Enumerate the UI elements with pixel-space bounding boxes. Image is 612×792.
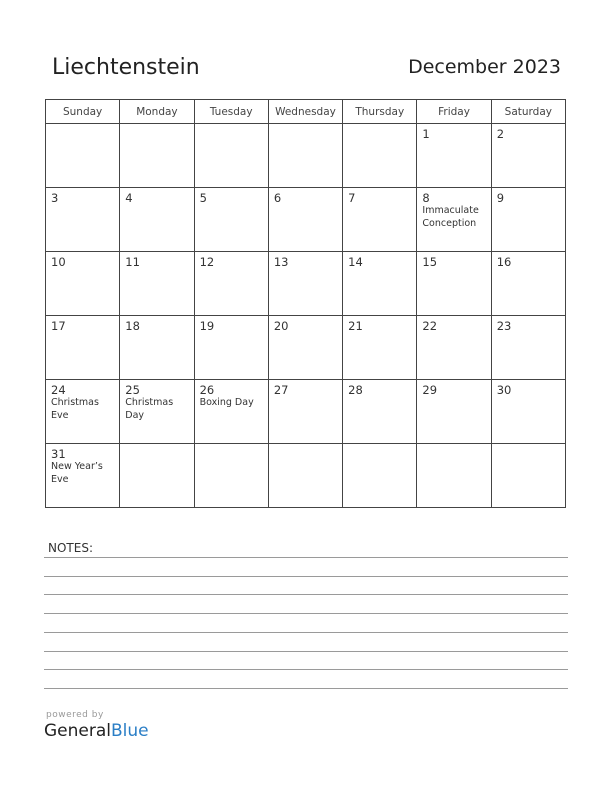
weekday-label: Monday: [136, 105, 178, 118]
day-number: 31: [51, 447, 66, 461]
brand-general: General: [44, 721, 111, 741]
day-number: 3: [51, 191, 59, 205]
weekday-label: Friday: [438, 105, 470, 118]
calendar-week-row: [46, 380, 566, 444]
holiday-label: Christmas Eve: [51, 397, 99, 421]
weekday-label: Tuesday: [209, 105, 253, 118]
powered-by-text: powered by: [46, 710, 104, 720]
weekday-label: Wednesday: [275, 105, 336, 118]
day-cell: [46, 316, 120, 380]
day-number: 20: [273, 319, 289, 333]
day-cell: [120, 124, 194, 188]
calendar-grid: [45, 99, 566, 508]
day-cell: [268, 316, 342, 380]
day-cell: [194, 124, 268, 188]
day-number: 10: [51, 255, 66, 269]
day-number: 30: [496, 383, 512, 397]
calendar-week-row: [46, 316, 566, 380]
day-cell: [491, 252, 565, 316]
day-cell: [491, 444, 565, 508]
day-cell: [268, 380, 342, 444]
day-cell: [343, 124, 417, 188]
notes-line: [44, 669, 568, 670]
day-number: 18: [125, 319, 140, 333]
day-cell: [268, 124, 342, 188]
day-cell: [194, 252, 268, 316]
day-cell: [343, 444, 417, 508]
holiday-label: Christmas Day: [125, 397, 174, 421]
day-number: 2: [496, 127, 505, 141]
day-cell: [491, 380, 565, 444]
notes-line: [44, 651, 568, 652]
day-cell: [343, 316, 417, 380]
holiday-label: New Year’s Eve: [51, 461, 103, 485]
weekday-header: [194, 100, 268, 124]
day-number: 7: [348, 191, 356, 205]
day-cell: [268, 444, 342, 508]
day-number: 11: [125, 255, 140, 269]
day-cell: [343, 380, 417, 444]
weekday-header: [417, 100, 491, 124]
day-cell: [46, 380, 120, 444]
weekday-label: Thursday: [355, 105, 405, 118]
weekday-header: [491, 100, 565, 124]
day-cell: [46, 124, 120, 188]
day-number: 1: [422, 127, 430, 141]
day-number: 26: [199, 383, 215, 397]
day-number: 19: [199, 319, 215, 333]
holiday-label: Boxing Day: [199, 397, 254, 408]
day-cell: [417, 124, 491, 188]
day-cell: [417, 316, 491, 380]
weekday-label: Saturday: [504, 105, 552, 118]
day-number: 23: [496, 319, 512, 333]
notes-line: [44, 688, 568, 689]
day-cell: [417, 380, 491, 444]
day-cell: [343, 188, 417, 252]
calendar-week-row: [46, 252, 566, 316]
day-number: 27: [273, 383, 289, 397]
day-number: 6: [273, 191, 282, 205]
day-cell: [46, 252, 120, 316]
day-cell: [120, 444, 194, 508]
notes-line: [44, 557, 568, 558]
day-number: 13: [273, 255, 289, 269]
day-number: 15: [422, 255, 438, 269]
day-cell: [491, 188, 565, 252]
day-cell: [491, 316, 565, 380]
day-cell: [194, 316, 268, 380]
brand-logo: [44, 721, 149, 741]
day-cell: [268, 252, 342, 316]
day-number: 8: [422, 191, 430, 205]
day-cell: [120, 380, 194, 444]
day-number: 5: [199, 191, 207, 205]
weekday-header: [343, 100, 417, 124]
holiday-label: Immaculate Conception: [422, 205, 479, 229]
notes-line: [44, 613, 568, 614]
weekday-header: [268, 100, 342, 124]
day-number: 25: [125, 383, 140, 397]
notes-line: [44, 632, 568, 633]
day-number: 4: [125, 191, 133, 205]
day-number: 16: [496, 255, 512, 269]
day-cell: [194, 444, 268, 508]
day-number: 22: [422, 319, 438, 333]
month-year-title: December 2023: [408, 56, 561, 78]
weekday-header: [46, 100, 120, 124]
notes-line: [44, 594, 568, 595]
day-number: 14: [348, 255, 363, 269]
country-title: Liechtenstein: [52, 55, 200, 80]
day-number: 28: [348, 383, 363, 397]
day-cell: [120, 252, 194, 316]
brand-blue: Blue: [111, 721, 149, 741]
day-cell: [46, 188, 120, 252]
day-cell: [417, 188, 491, 252]
weekday-header: [120, 100, 194, 124]
day-number: 24: [51, 383, 66, 397]
day-cell: [194, 188, 268, 252]
calendar-week-row: [46, 444, 566, 508]
day-number: 29: [422, 383, 438, 397]
day-number: 12: [199, 255, 215, 269]
day-number: 21: [348, 319, 363, 333]
day-number: 9: [496, 191, 505, 205]
day-cell: [417, 444, 491, 508]
day-cell: [268, 188, 342, 252]
weekday-header-row: [46, 100, 566, 124]
day-cell: [491, 124, 565, 188]
day-cell: [343, 252, 417, 316]
day-cell: [417, 252, 491, 316]
calendar-week-row: [46, 124, 566, 188]
day-number: 17: [51, 319, 66, 333]
day-cell: [194, 380, 268, 444]
weekday-label: Sunday: [62, 105, 103, 118]
day-cell: [120, 316, 194, 380]
notes-line: [44, 576, 568, 577]
day-cell: [46, 444, 120, 508]
calendar-week-row: [46, 188, 566, 252]
day-cell: [120, 188, 194, 252]
notes-label: NOTES:: [48, 541, 93, 555]
